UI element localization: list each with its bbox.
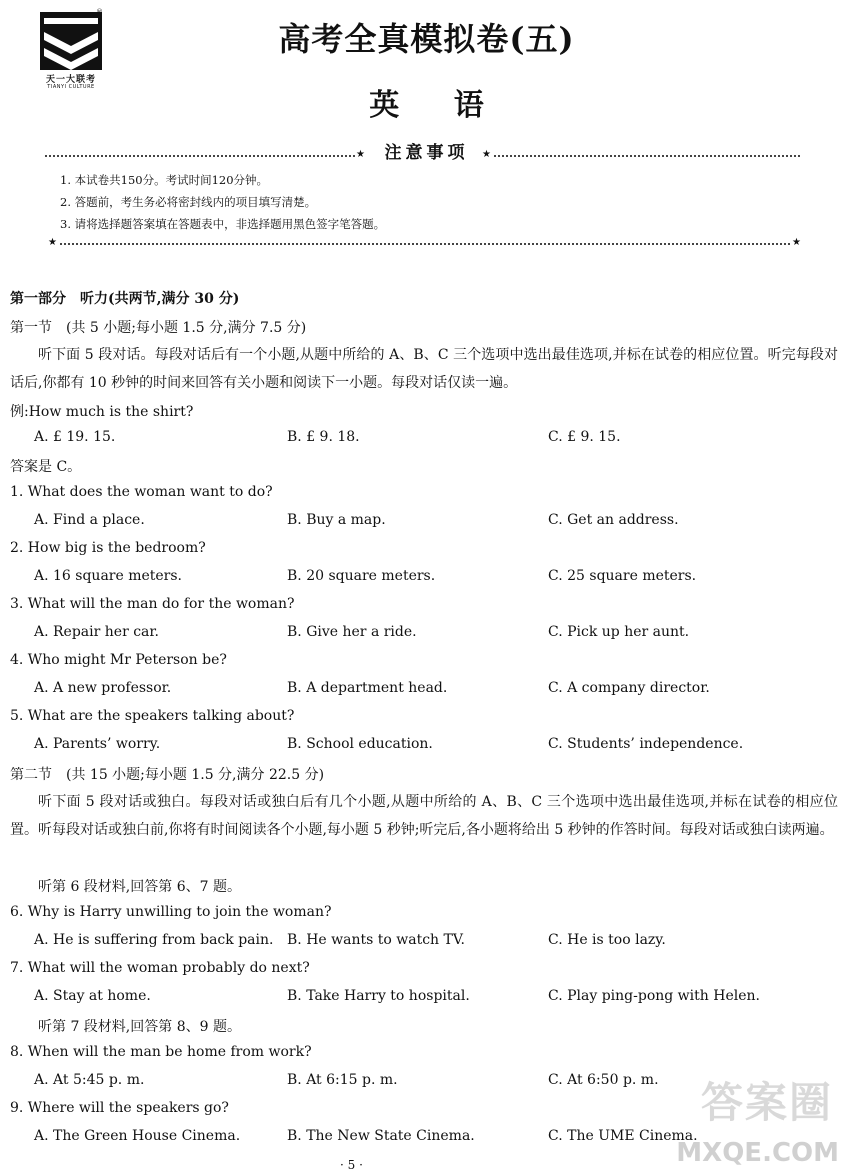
registered-mark: ®: [96, 8, 103, 16]
option-c: C. At 6:50 p. m.: [548, 1072, 659, 1088]
option-c: C. A company director.: [548, 680, 710, 696]
question: 8. When will the man be home from work?: [10, 1044, 312, 1060]
section-heading: 第二节 (共 15 小题;每小题 1.5 分,满分 22.5 分): [10, 767, 325, 783]
star-icon: ★: [482, 149, 491, 160]
option-c: C. The UME Cinema.: [548, 1128, 698, 1144]
notice-divider-bottom: [60, 243, 790, 245]
example-question: 例:How much is the shirt?: [10, 404, 194, 420]
option-b: B. At 6:15 p. m.: [287, 1072, 398, 1088]
watermark-url: MXQE.COM: [676, 1138, 839, 1168]
option-c: C. Play ping-pong with Helen.: [548, 988, 760, 1004]
part-heading: 第一部分 听力(共两节,满分 30 分): [10, 291, 240, 307]
option-b: B. Buy a map.: [287, 512, 386, 528]
option-a: A. At 5:45 p. m.: [34, 1072, 145, 1088]
option-a: A. Parents’ worry.: [34, 736, 161, 752]
question: 3. What will the man do for the woman?: [10, 596, 295, 612]
option-c: C. Students’ independence.: [548, 736, 744, 752]
option-b: B. £ 9. 18.: [287, 429, 360, 445]
logo-text-en: TIANYI CULTURE: [47, 84, 95, 90]
option-b: B. 20 square meters.: [287, 568, 436, 584]
watermark: [676, 1068, 839, 1168]
option-b: B. A department head.: [287, 680, 448, 696]
section-instructions: 听下面 5 段对话或独白。每段对话或独白后有几个小题,从题中所给的 A、B、C 三个选项中选出最佳选项,并标在试卷的相应位置。听每段对话或独白前,你将有时间阅读各个小题,每小题 5 秒钟;听完后,各小题将给出 5 秒钟的作答时间。每段对话或独白读两遍。: [10, 794, 838, 838]
question: 4. Who might Mr Peterson be?: [10, 652, 227, 668]
question: 9. Where will the speakers go?: [10, 1100, 229, 1116]
option-a: A. He is suffering from back pain.: [34, 932, 274, 948]
option-b: B. Give her a ride.: [287, 624, 417, 640]
section-instructions: 听下面 5 段对话。每段对话后有一个小题,从题中所给的 A、B、C 三个选项中选出最佳选项,并标在试卷的相应位置。听完每段对话后,你都有 10 秒钟的时间来回答有关小题和阅读下一小题。每段对话仅读一遍。: [10, 347, 838, 391]
material-heading: 听第 6 段材料,回答第 6、7 题。: [38, 879, 241, 895]
option-a: A. £ 19. 15.: [34, 429, 116, 445]
example-answer: 答案是 C。: [10, 459, 82, 475]
option-c: C. He is too lazy.: [548, 932, 666, 948]
notice-heading: 注意事项: [384, 143, 469, 163]
option-c: C. Get an address.: [548, 512, 679, 528]
option-b: B. He wants to watch TV.: [287, 932, 465, 948]
star-icon: ★: [792, 237, 801, 248]
notice-divider-right: [494, 155, 800, 157]
option-b: B. School education.: [287, 736, 433, 752]
star-icon: ★: [48, 237, 57, 248]
notice-item: 3. 请将选择题答案填在答题表中，非选择题用黑色签字笔答题。: [60, 217, 386, 231]
exam-title: 高考全真模拟卷(五): [278, 20, 575, 58]
option-a: A. A new professor.: [34, 680, 172, 696]
question: 5. What are the speakers talking about?: [10, 708, 295, 724]
watermark-logo: 答案圈: [700, 1078, 833, 1127]
notice-item: 2. 答题前，考生务必将密封线内的项目填写清楚。: [60, 195, 317, 209]
option-a: A. The Green House Cinema.: [34, 1128, 241, 1144]
notice-item: 1. 本试卷共150分。考试时间120分钟。: [60, 173, 269, 187]
section-heading: 第一节 (共 5 小题;每小题 1.5 分,满分 7.5 分): [10, 320, 307, 336]
page-number: · 5 ·: [340, 1158, 363, 1172]
option-a: A. Find a place.: [34, 512, 145, 528]
question: 1. What does the woman want to do?: [10, 484, 273, 500]
subject-title: 英 语: [369, 88, 506, 123]
question: 6. Why is Harry unwilling to join the woman?: [10, 904, 332, 920]
logo-text-cn: 天一大联考: [45, 75, 96, 85]
option-c: C. £ 9. 15.: [548, 429, 621, 445]
option-a: A. 16 square meters.: [34, 568, 183, 584]
option-c: C. Pick up her aunt.: [548, 624, 690, 640]
option-a: A. Repair her car.: [34, 624, 160, 640]
question: 7. What will the woman probably do next?: [10, 960, 310, 976]
option-b: B. Take Harry to hospital.: [287, 988, 470, 1004]
material-heading: 听第 7 段材料,回答第 8、9 题。: [38, 1019, 241, 1035]
option-b: B. The New State Cinema.: [287, 1128, 475, 1144]
option-a: A. Stay at home.: [34, 988, 151, 1004]
star-icon: ★: [356, 149, 365, 160]
option-c: C. 25 square meters.: [548, 568, 697, 584]
question: 2. How big is the bedroom?: [10, 540, 206, 556]
